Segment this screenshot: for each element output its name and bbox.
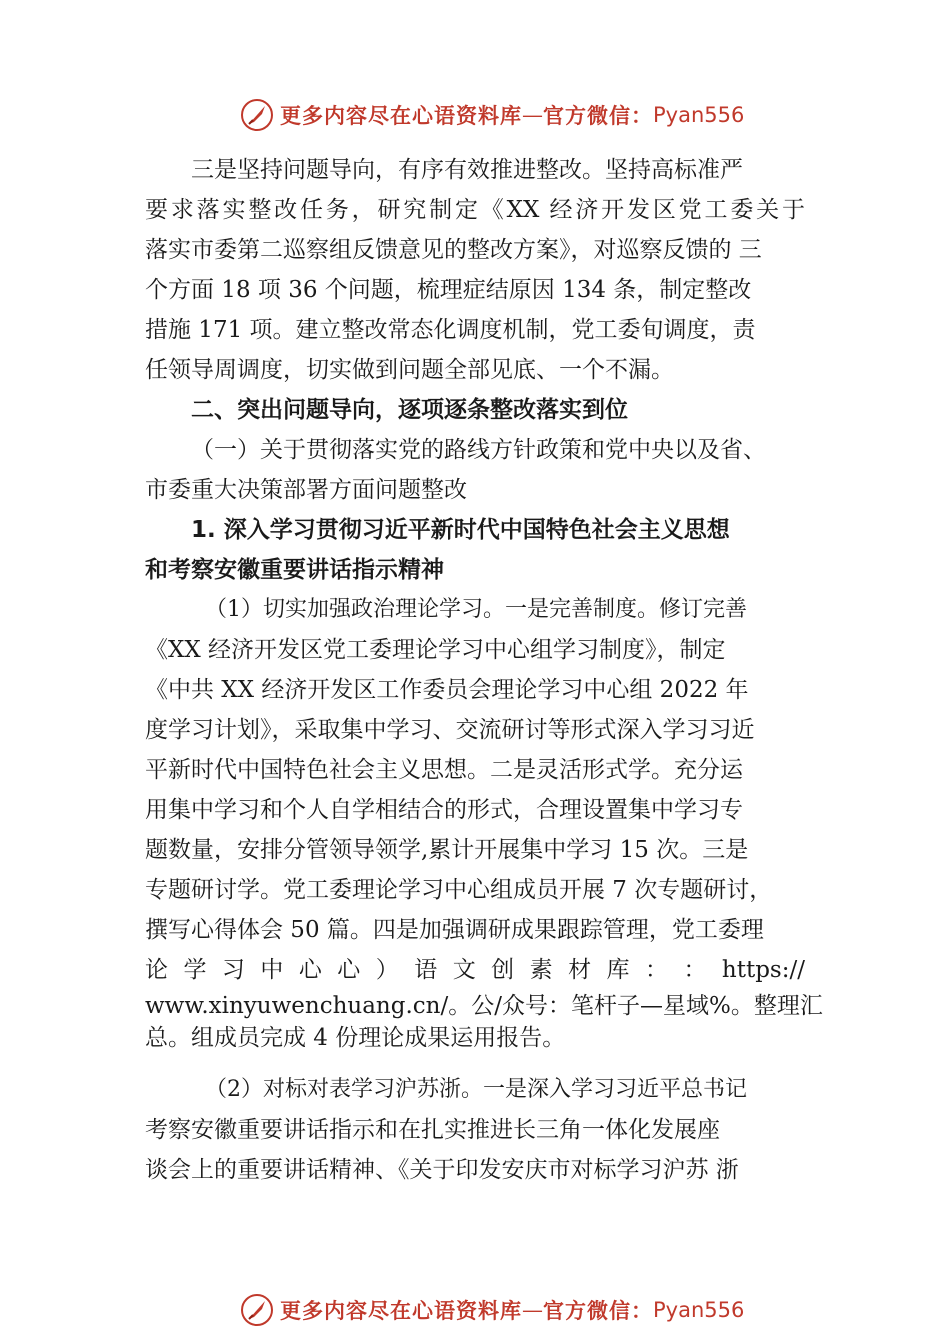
banner-text: 更多内容尽在心语资料库 bbox=[280, 1298, 522, 1323]
paragraph-line: www.xinyuwenchuang.cn/。公/众号：笔杆子—星域%。整理汇 bbox=[145, 993, 823, 1019]
paragraph-line: （2）对标对表学习沪苏浙。一是深入学习习近平总书记 bbox=[205, 1077, 747, 1102]
paragraph-line: 落实市委第二巡察组反馈意见的整改方案》，对巡察反馈的 三 bbox=[145, 237, 762, 263]
paragraph-line: 要求落实整改任务，研究制定《XX 经济开发区党工委关于 bbox=[145, 197, 805, 223]
banner-dash: — bbox=[522, 103, 543, 127]
subsection-heading: 市委重大决策部署方面问题整改 bbox=[145, 477, 467, 503]
subsection-heading: （一）关于贯彻落实党的路线方针政策和党中央以及省、 bbox=[191, 437, 766, 463]
paragraph-line: 《中共 XX 经济开发区工作委员会理论学习中心组 2022 年 bbox=[145, 677, 749, 703]
paragraph-line: 平新时代中国特色社会主义思想。二是灵活形式学。充分运 bbox=[145, 757, 743, 783]
paragraph-line: 题数量，安排分管领导领学,累计开展集中学习 15 次。三是 bbox=[145, 837, 749, 863]
paragraph-line: 撰写心得体会 50 篇。四是加强调研成果跟踪管理，党工委理 bbox=[145, 917, 764, 943]
paragraph-line: 度学习计划》，采取集中学习、交流研讨等形式深入学习习近 bbox=[145, 717, 755, 743]
paragraph-line: 总。组成员完成 4 份理论成果运用报告。 bbox=[145, 1025, 566, 1051]
banner-dash: — bbox=[522, 1298, 543, 1322]
item-heading: 1. 深入学习贯彻习近平新时代中国特色社会主义思想 bbox=[191, 517, 730, 543]
quill-logo-icon bbox=[240, 1293, 274, 1327]
paragraph-line: 专题研讨学。党工委理论学习中心组成员开展 7 次专题研讨， bbox=[145, 877, 773, 903]
document-body bbox=[145, 150, 823, 1190]
paragraph-line: 谈会上的重要讲话精神、《关于印发安庆市对标学习沪苏 浙 bbox=[145, 1157, 739, 1183]
paragraph-line: 三是坚持问题导向，有序有效推进整改。坚持高标准严 bbox=[191, 157, 743, 183]
section-heading: 二、突出问题导向，逐项逐条整改落实到位 bbox=[191, 397, 628, 423]
paragraph-line: 《XX 经济开发区党工委理论学习中心组学习制度》，制定 bbox=[145, 637, 726, 663]
wechat-id: Pyan556 bbox=[653, 1298, 745, 1322]
header-banner bbox=[240, 95, 744, 135]
banner-official: 官方微信： bbox=[543, 103, 653, 128]
banner-official: 官方微信： bbox=[543, 1298, 653, 1323]
wechat-id: Pyan556 bbox=[653, 103, 745, 127]
banner-text: 更多内容尽在心语资料库 bbox=[280, 103, 522, 128]
item-heading: 和考察安徽重要讲话指示精神 bbox=[145, 557, 444, 583]
paragraph-line: 措施 171 项。建立整改常态化调度机制，党工委旬调度，责 bbox=[145, 317, 756, 343]
quill-logo-icon bbox=[240, 98, 274, 132]
paragraph-line: 论 学 习 中 心 心 ） 语 文 创 素 材 库 ： ： https:// bbox=[145, 957, 805, 983]
paragraph-line: 考察安徽重要讲话指示和在扎实推进长三角一体化发展座 bbox=[145, 1117, 720, 1143]
footer-banner bbox=[240, 1290, 744, 1330]
paragraph-line: 用集中学习和个人自学相结合的形式，合理设置集中学习专 bbox=[145, 797, 743, 823]
paragraph-line: 任领导周调度，切实做到问题全部见底、一个不漏。 bbox=[145, 357, 674, 383]
paragraph-line: （1）切实加强政治理论学习。一是完善制度。修订完善 bbox=[205, 597, 747, 622]
paragraph-line: 个方面 18 项 36 个问题，梳理症结原因 134 条，制定整改 bbox=[145, 277, 752, 303]
